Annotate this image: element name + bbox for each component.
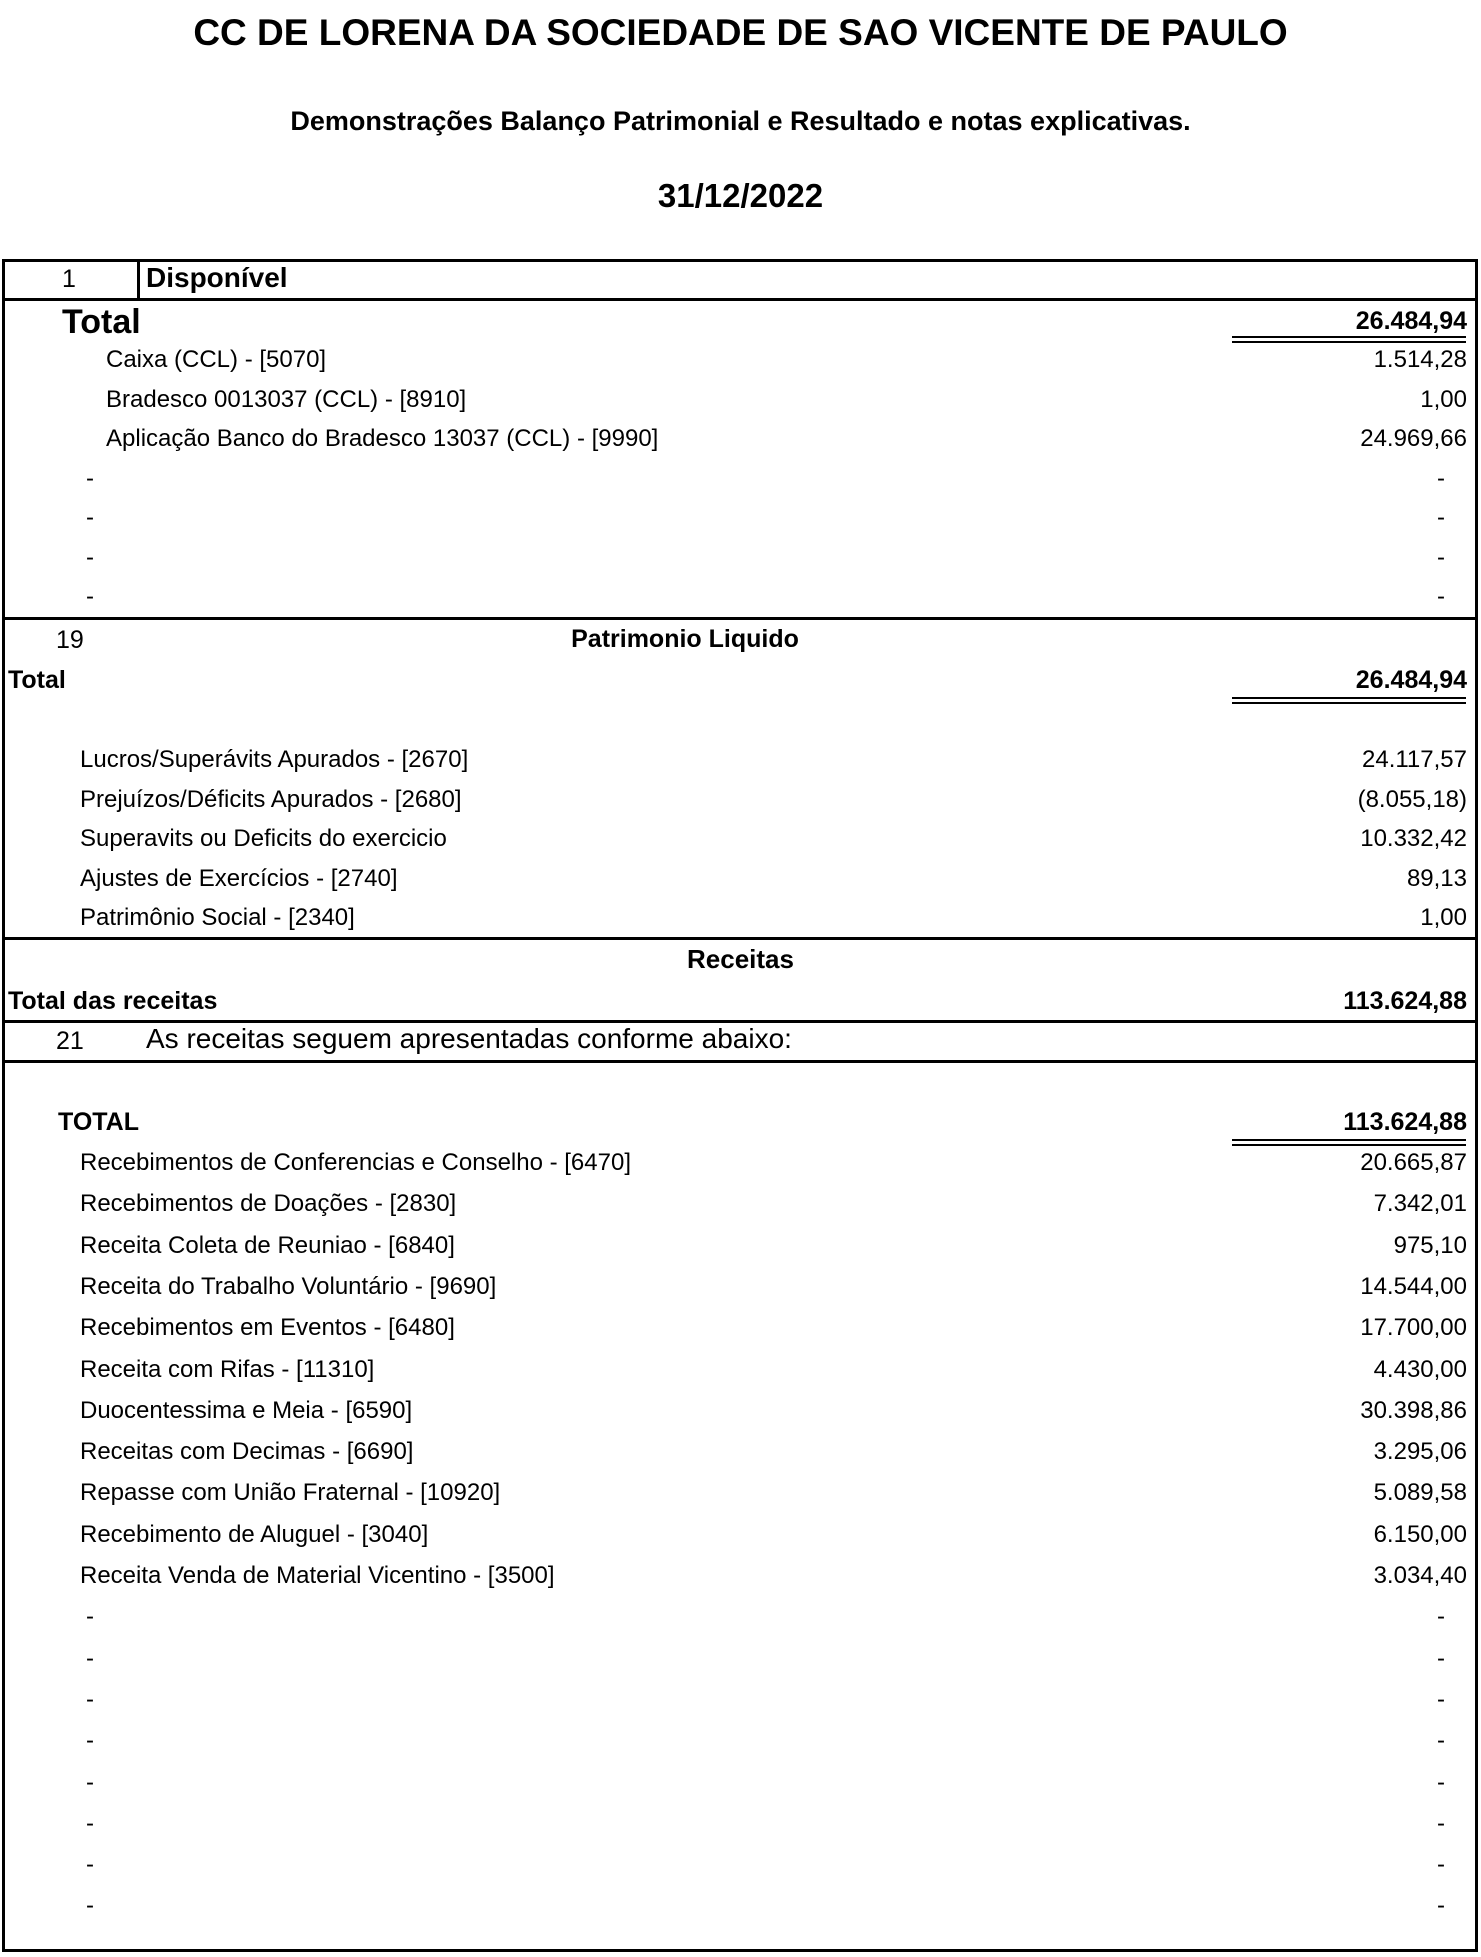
document-title: CC DE LORENA DA SOCIEDADE DE SAO VICENTE DE PAULO <box>193 12 1288 53</box>
section-title: Disponível <box>146 262 288 293</box>
line-item-value: (8.055,18) <box>1357 785 1467 813</box>
total-double-underline <box>1232 336 1466 343</box>
line-item-label: - <box>86 1892 94 1920</box>
section-title: Patrimonio Liquido <box>571 625 799 653</box>
line-item-label: Recebimento de Aluguel - [3040] <box>80 1520 429 1548</box>
line-item-label: Recebimentos em Eventos - [6480] <box>80 1314 455 1342</box>
line-item-label: - <box>86 504 94 531</box>
line-item-label: Lucros/Superávits Apurados - [2670] <box>80 746 469 773</box>
table-total-label: TOTAL <box>58 1108 140 1136</box>
line-item-label: - <box>86 1851 94 1879</box>
line-item-value: 17.700,00 <box>1360 1314 1467 1342</box>
line-item-value: 5.089,58 <box>1373 1479 1467 1507</box>
line-item-value: 975,10 <box>1393 1231 1467 1259</box>
line-item-value: - <box>1437 1809 1445 1837</box>
line-item-value: 1,00 <box>1420 385 1467 413</box>
line-item-label: - <box>86 1809 94 1837</box>
line-item-label: Receita Coleta de Reuniao - [6840] <box>80 1231 455 1259</box>
total-label: Total <box>8 666 66 694</box>
rule-note-end <box>2 1060 1478 1063</box>
total-double-underline <box>1232 1139 1466 1146</box>
rule-patrimonio-start <box>2 617 1478 620</box>
line-item-label: Bradesco 0013037 (CCL) - [8910] <box>106 385 467 413</box>
line-item-label: Duocentessima e Meia - [6590] <box>80 1396 413 1424</box>
note-number: 21 <box>56 1027 84 1055</box>
line-item-label: Receitas com Decimas - [6690] <box>80 1438 414 1466</box>
line-item-label: Recebimentos de Conferencias e Conselho - [6470] <box>80 1149 631 1176</box>
line-item-label: Superavits ou Deficits do exercicio <box>80 825 447 852</box>
line-item-label: - <box>86 1644 94 1672</box>
total-double-underline <box>1232 697 1466 704</box>
section-title: Receitas <box>687 944 794 974</box>
line-item-label: Recebimentos de Doações - [2830] <box>80 1190 457 1218</box>
line-item-value: 24.117,57 <box>1362 746 1467 773</box>
line-item-label: - <box>86 1768 94 1796</box>
line-item-label: - <box>86 583 94 610</box>
table-total-value: 113.624,88 <box>1343 1108 1467 1136</box>
line-item-label: - <box>86 1603 94 1631</box>
line-item-value: 24.969,66 <box>1360 425 1467 452</box>
line-item-label: - <box>86 464 94 492</box>
total-label: Total <box>62 303 141 341</box>
line-item-value: 1.514,28 <box>1373 346 1467 373</box>
total-label: Total das receitas <box>8 987 218 1015</box>
note-text: As receitas seguem apresentadas conforme abaixo: <box>146 1023 792 1054</box>
line-item-value: 10.332,42 <box>1360 825 1467 852</box>
line-item-value: - <box>1437 1727 1445 1755</box>
line-item-value: - <box>1437 1892 1445 1920</box>
total-value: 26.484,94 <box>1355 307 1467 335</box>
line-item-label: Receita do Trabalho Voluntário - [9690] <box>80 1272 497 1300</box>
line-item-label: Receita com Rifas - [11310] <box>80 1355 375 1383</box>
line-item-value: - <box>1437 1644 1445 1672</box>
line-item-label: - <box>86 543 94 571</box>
line-item-value: - <box>1437 464 1445 492</box>
document-date: 31/12/2022 <box>657 177 824 214</box>
line-item-label: Caixa (CCL) - [5070] <box>106 346 327 373</box>
line-item-label: Patrimônio Social - [2340] <box>80 904 355 931</box>
line-item-label: Repasse com União Fraternal - [10920] <box>80 1479 501 1507</box>
line-item-value: 3.295,06 <box>1373 1438 1467 1466</box>
line-item-value: 1,00 <box>1420 904 1467 931</box>
line-item-value: - <box>1437 543 1445 571</box>
line-item-label: Aplicação Banco do Bradesco 13037 (CCL) - [9990] <box>106 425 659 452</box>
line-item-value: 7.342,01 <box>1373 1190 1467 1218</box>
document-subtitle: Demonstrações Balanço Patrimonial e Resultado e notas explicativas. <box>290 106 1191 136</box>
line-item-value: - <box>1437 583 1445 610</box>
line-item-value: 20.665,87 <box>1360 1149 1467 1176</box>
rule-receitas-start <box>2 937 1478 940</box>
line-item-value: - <box>1437 1768 1445 1796</box>
line-item-value: 6.150,00 <box>1373 1520 1467 1548</box>
line-item-value: - <box>1437 1685 1445 1713</box>
line-item-value: 14.544,00 <box>1360 1272 1467 1300</box>
section-number-divider <box>137 259 140 298</box>
line-item-value: 30.398,86 <box>1360 1396 1467 1424</box>
line-item-value: 4.430,00 <box>1373 1355 1467 1383</box>
section-number: 19 <box>56 626 84 654</box>
line-item-value: 89,13 <box>1406 864 1467 892</box>
line-item-label: - <box>86 1685 94 1713</box>
total-value: 113.624,88 <box>1343 987 1467 1015</box>
rule-disponivel-header <box>2 298 1478 301</box>
line-item-value: - <box>1437 504 1445 531</box>
line-item-value: - <box>1437 1603 1445 1631</box>
line-item-label: Receita Venda de Material Vicentino - [3500] <box>80 1562 555 1589</box>
line-item-label: - <box>86 1727 94 1755</box>
line-item-value: - <box>1437 1851 1445 1879</box>
report-frame <box>2 259 1478 1952</box>
line-item-label: Prejuízos/Déficits Apurados - [2680] <box>80 785 462 813</box>
total-value: 26.484,94 <box>1355 666 1467 694</box>
line-item-value: 3.034,40 <box>1373 1562 1467 1589</box>
line-item-label: Ajustes de Exercícios - [2740] <box>80 864 398 892</box>
section-number: 1 <box>62 265 76 293</box>
